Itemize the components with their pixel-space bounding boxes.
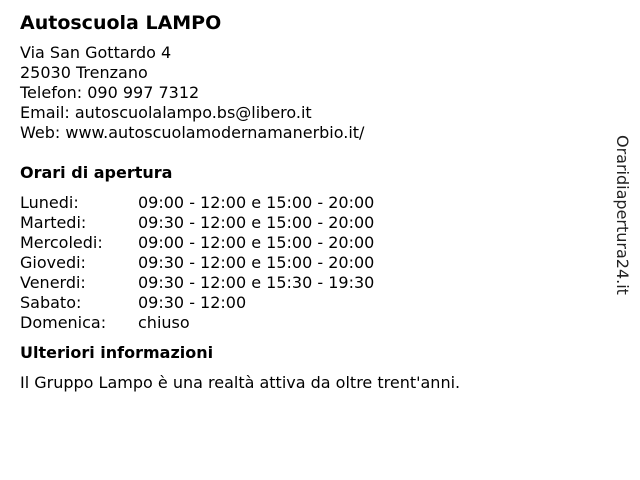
time-range: 09:30 - 12:00 e 15:00 - 20:00: [138, 253, 375, 272]
time-range: chiuso: [138, 313, 190, 332]
address-street: Via San Gottardo 4: [20, 43, 172, 62]
time-range: 09:30 - 12:00: [138, 293, 247, 312]
web-label: Web:: [20, 123, 61, 142]
hours-row-thursday: [20, 253, 600, 273]
hours-row-wednesday: [20, 233, 600, 253]
day-label: Martedi:: [20, 213, 87, 232]
opening-hours-table: [20, 193, 600, 333]
day-label: Venerdi:: [20, 273, 86, 292]
email-link[interactable]: autoscuolalampo.bs@libero.it: [74, 103, 312, 122]
address-city: 25030 Trenzano: [20, 63, 148, 82]
email-label: Email:: [20, 103, 70, 122]
hours-row-saturday: [20, 293, 600, 313]
day-label: Giovedi:: [20, 253, 86, 272]
business-card: [20, 10, 600, 393]
business-name: Autoscuola LAMPO: [20, 12, 222, 34]
day-label: Lunedi:: [20, 193, 79, 212]
day-label: Domenica:: [20, 313, 107, 332]
time-range: 09:30 - 12:00 e 15:30 - 19:30: [138, 273, 375, 292]
website-link[interactable]: www.autoscuolamodernamanerbio.it/: [65, 123, 365, 142]
time-range: 09:00 - 12:00 e 15:00 - 20:00: [138, 233, 375, 252]
hours-row-friday: [20, 273, 600, 293]
hours-row-tuesday: [20, 213, 600, 233]
time-range: 09:00 - 12:00 e 15:00 - 20:00: [138, 193, 375, 212]
additional-info-heading: Ulteriori informazioni: [20, 343, 214, 362]
hours-row-monday: [20, 193, 600, 213]
opening-hours-heading: Orari di apertura: [20, 163, 173, 182]
phone-line[interactable]: Telefon: 090 997 7312: [20, 83, 200, 102]
email-line: [20, 103, 600, 123]
additional-info-text: Il Gruppo Lampo è una realtà attiva da oltre trent'anni.: [20, 373, 461, 392]
web-line: [20, 123, 600, 143]
day-label: Sabato:: [20, 293, 82, 312]
time-range: 09:30 - 12:00 e 15:00 - 20:00: [138, 213, 375, 232]
day-label: Mercoledi:: [20, 233, 103, 252]
watermark-label: Oraridiapertura24.it: [613, 135, 632, 295]
hours-row-sunday: [20, 313, 600, 333]
